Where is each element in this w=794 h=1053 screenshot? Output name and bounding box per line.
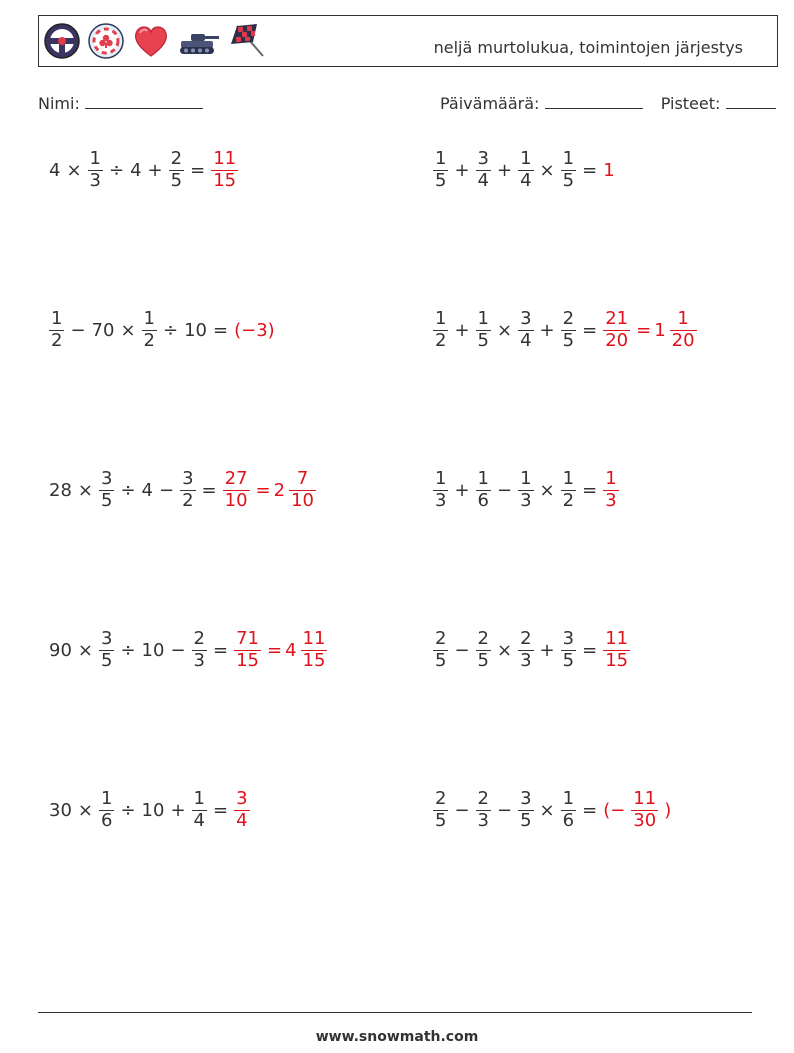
math-token: + [454,479,470,501]
denominator: 3 [520,649,532,671]
math-token: 1 [603,159,615,181]
denominator: 5 [562,329,575,351]
denominator: 4 [477,169,489,191]
numerator: 1 [477,467,489,489]
math-token: × [77,479,93,501]
math-token: + [497,159,513,181]
math-token: = [213,319,229,341]
fraction [518,629,533,671]
numerator: 2 [477,627,489,649]
fraction [476,309,491,351]
math-token: (−3) [234,319,275,341]
math-token: − [170,639,186,661]
tank-icon [177,22,221,60]
math-token: 4 [130,159,142,181]
name-line[interactable] [85,94,203,109]
denominator: 3 [435,489,447,511]
numerator: 3 [562,627,575,649]
denominator: 2 [143,329,155,351]
fraction [99,629,114,671]
numerator: 2 [562,307,575,329]
denominator: 6 [562,809,575,831]
numerator: 1 [193,787,205,809]
numerator: 11 [302,627,326,649]
denominator: 4 [520,169,532,191]
numerator: 1 [562,787,575,809]
answer [231,789,252,831]
fraction [476,149,491,191]
answer [600,629,633,671]
date-label: Päivämäärä: [440,94,540,113]
denominator: 10 [224,489,248,511]
numerator: 1 [562,147,575,169]
denominator: 30 [633,809,657,831]
math-token: = [582,159,598,181]
math-token: + [539,319,555,341]
math-token: + [539,639,555,661]
math-token: × [539,479,555,501]
problem-3 [46,300,278,360]
fraction [518,309,533,351]
fraction [561,469,576,511]
numerator: 3 [520,307,532,329]
math-token: = [582,639,598,661]
fraction [234,629,261,671]
math-token: 4 [141,479,153,501]
denominator: 4 [236,809,248,831]
mixed-number [285,629,330,671]
math-token: = [213,799,229,821]
math-token: ÷ [120,639,136,661]
math-token: × [497,319,513,341]
problem-1 [46,140,241,200]
answer [600,309,699,351]
fraction [518,149,533,191]
header-box [38,15,778,67]
math-token: − [159,479,175,501]
fraction [561,149,576,191]
denominator: 5 [477,329,489,351]
numerator: 3 [520,787,532,809]
fraction [301,629,328,671]
fraction [169,149,184,191]
numerator: 1 [477,307,489,329]
fraction [289,469,316,511]
fraction [142,309,157,351]
math-token: = [582,799,598,821]
header-icons [43,22,269,60]
numerator: 11 [633,787,657,809]
fraction [192,789,207,831]
math-token: − [497,479,513,501]
numerator: 3 [101,627,113,649]
numerator: 1 [520,147,532,169]
footer-url: www.snowmath.com [315,1029,479,1045]
fraction [433,309,448,351]
math-token: + [147,159,163,181]
fraction [192,629,207,671]
math-token: ÷ [120,479,136,501]
math-token: = [213,639,229,661]
fraction [476,629,491,671]
math-token: ÷ [109,159,125,181]
numerator: 1 [562,467,575,489]
numerator: 1 [435,467,447,489]
math-token: − [454,639,470,661]
denominator: 5 [435,649,447,671]
math-token: 30 [49,799,72,821]
fraction [433,149,448,191]
problem-7 [46,620,330,680]
mixed-number [274,469,319,511]
problem-6 [430,460,622,520]
math-token: 90 [49,639,72,661]
score-line[interactable] [726,94,776,109]
denominator: 5 [435,809,447,831]
answer [208,149,241,191]
fraction [603,629,630,671]
denominator: 2 [182,489,194,511]
math-token: × [77,799,93,821]
fraction [49,309,64,351]
answer [600,469,621,511]
math-token: = [582,479,598,501]
denominator: 10 [291,489,314,511]
checkered-flag-icon [227,22,269,60]
math-token: 10 [141,639,165,661]
math-token: ÷ [120,799,136,821]
denominator: 5 [562,649,575,671]
answer [220,469,319,511]
math-token: = [190,159,206,181]
math-token: 70 [91,319,115,341]
answer [600,160,617,181]
date-line[interactable] [545,94,643,109]
denominator: 3 [520,489,532,511]
numerator: 7 [296,467,309,489]
math-token: − [497,799,513,821]
denominator: 5 [435,169,447,191]
numerator: 3 [101,467,113,489]
fraction [631,789,658,831]
fraction [561,629,576,671]
math-token: − [70,319,86,341]
numerator: 1 [435,147,447,169]
answer [600,789,674,831]
fraction [223,469,250,511]
numerator: 3 [236,787,248,809]
denominator: 5 [170,169,183,191]
denominator: 6 [477,489,489,511]
fraction [180,469,195,511]
whole-part: 1 [654,319,666,341]
numerator: 1 [101,787,113,809]
math-token: = [201,479,217,501]
denominator: 20 [671,329,695,351]
fraction [518,789,533,831]
problem-10 [430,780,674,840]
score-label: Pisteet: [660,94,721,113]
fraction [211,149,238,191]
fraction [476,789,491,831]
fraction [99,469,114,511]
math-token: = [636,319,652,341]
denominator: 6 [101,809,113,831]
denominator: 15 [302,649,326,671]
numerator: 1 [51,307,63,329]
fraction [476,469,491,511]
numerator: 2 [170,147,183,169]
problem-2 [430,140,618,200]
numerator: 1 [89,147,101,169]
fraction [99,789,114,831]
numerator: 2 [477,787,489,809]
math-token: = [255,479,271,501]
fraction [518,469,533,511]
mixed-number [654,309,699,351]
math-token: = [582,319,598,341]
numerator: 3 [182,467,194,489]
math-token: + [170,799,186,821]
fraction [433,469,448,511]
math-token: 28 [49,479,72,501]
fraction [88,149,103,191]
math-token: × [77,639,93,661]
numerator: 1 [520,467,532,489]
math-token: 10 [141,799,165,821]
math-token: 10 [184,319,207,341]
problem-8 [430,620,633,680]
math-token: × [120,319,136,341]
denominator: 5 [562,169,575,191]
numerator: 11 [213,147,237,169]
numerator: 27 [224,467,248,489]
numerator: 2 [193,627,205,649]
fraction [561,789,576,831]
heart-icon [131,22,171,60]
fraction [433,789,448,831]
math-token: 4 [49,159,61,181]
denominator: 2 [51,329,63,351]
math-token: − [454,799,470,821]
whole-part: 2 [273,479,286,501]
answer [231,320,278,341]
fraction [603,309,630,351]
problem-5 [46,460,319,520]
math-token: × [539,159,555,181]
problem-4 [430,300,700,360]
math-token: ) [664,799,672,821]
numerator: 71 [236,627,259,649]
fraction [670,309,697,351]
fraction [603,469,618,511]
numerator: 2 [435,627,447,649]
denominator: 15 [213,169,237,191]
numerator: 21 [605,307,629,329]
numerator: 1 [677,307,689,329]
fraction [234,789,249,831]
denominator: 4 [520,329,532,351]
denominator: 3 [89,169,101,191]
denominator: 5 [520,809,532,831]
numerator: 1 [143,307,155,329]
numerator: 2 [435,787,447,809]
numerator: 2 [520,627,532,649]
math-token: × [497,639,513,661]
poker-chip-icon [87,22,125,60]
denominator: 5 [477,649,489,671]
numerator: 3 [477,147,489,169]
math-token: ÷ [163,319,179,341]
denominator: 15 [605,649,629,671]
denominator: 3 [477,809,489,831]
footer-divider [38,1012,752,1013]
denominator: 20 [605,329,629,351]
denominator: 5 [101,649,113,671]
steering-wheel-icon [43,22,81,60]
math-token: × [66,159,82,181]
name-label: Nimi: [38,94,80,113]
denominator: 5 [101,489,113,511]
fraction [561,309,576,351]
date-field [440,94,776,113]
denominator: 3 [193,649,205,671]
numerator: 1 [435,307,447,329]
answer [231,629,330,671]
worksheet-title: neljä murtolukua, toimintojen järjestys [433,38,743,57]
math-token: + [454,159,470,181]
fraction [433,629,448,671]
math-token: = [267,639,283,661]
problem-9 [46,780,253,840]
denominator: 4 [193,809,205,831]
denominator: 15 [236,649,259,671]
denominator: 3 [605,489,617,511]
whole-part: 4 [285,639,297,661]
denominator: 2 [435,329,447,351]
math-token: + [454,319,470,341]
denominator: 2 [562,489,575,511]
name-field [38,94,203,113]
numerator: 11 [605,627,629,649]
math-token: × [539,799,555,821]
numerator: 1 [605,467,617,489]
math-token: (− [603,799,626,821]
